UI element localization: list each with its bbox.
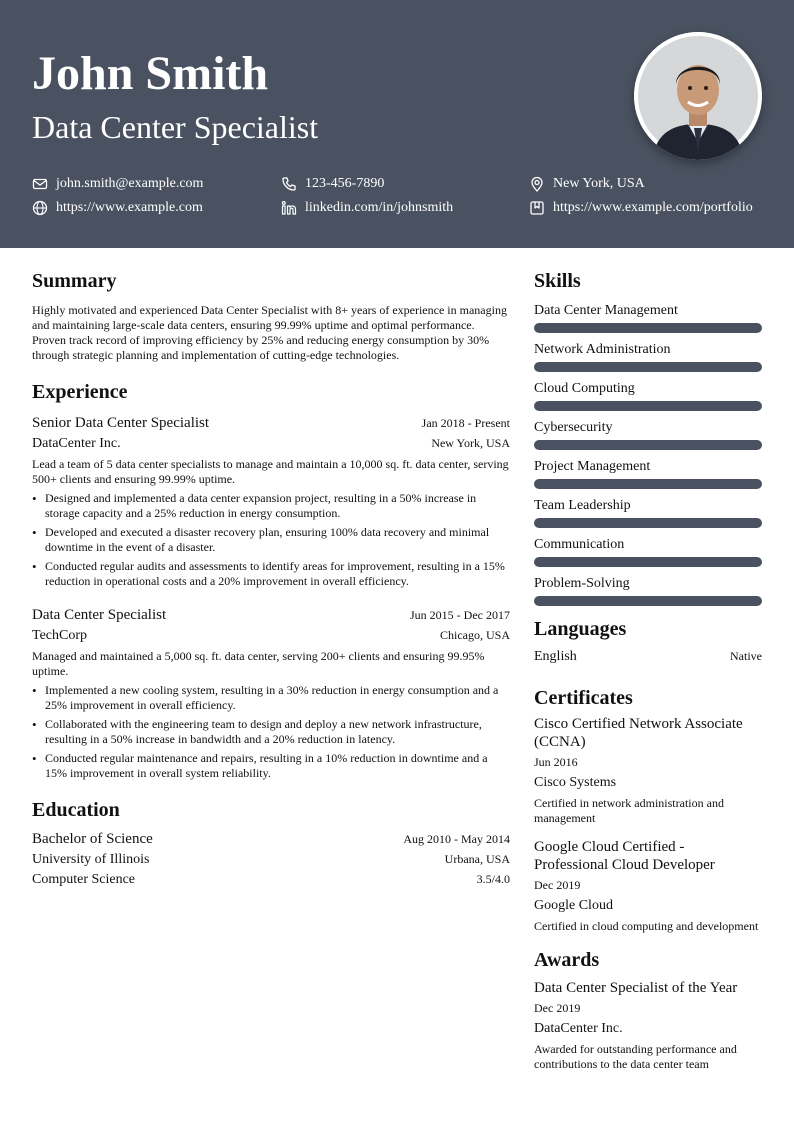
contact-linkedin[interactable] xyxy=(281,199,453,217)
globe-icon xyxy=(32,200,48,216)
linkedin-icon xyxy=(281,200,297,216)
job-entry xyxy=(32,413,510,589)
certificate-issuer: Google Cloud xyxy=(534,898,613,913)
skill-level-bar xyxy=(534,323,762,333)
education-heading: Education xyxy=(32,799,120,821)
job-location: Chicago, USA xyxy=(440,628,510,642)
certificate-issuer: Cisco Systems xyxy=(534,775,617,790)
skill-name: Project Management xyxy=(534,459,651,474)
skill-level-bar xyxy=(534,401,762,411)
job-dates: Jun 2015 - Dec 2017 xyxy=(410,608,510,622)
skill-item xyxy=(534,302,762,333)
list-item: • Designed and implemented a data center expansion project, resulting in a 50% increase in storage capacity and a 25% reduction in energy consumption. xyxy=(32,491,510,521)
skill-name: Communication xyxy=(534,537,625,552)
languages-heading: Languages xyxy=(534,618,627,640)
skill-level-bar xyxy=(534,596,762,606)
list-item: • Conducted regular audits and assessments to identify areas for improvement, resulting in a 15% reduction in operational costs and a 20% improvement in overall efficiency. xyxy=(32,559,510,589)
skill-item xyxy=(534,497,762,528)
job-bullets xyxy=(32,491,510,589)
language-item xyxy=(534,648,762,666)
contact-email-text[interactable]: john.smith@example.com xyxy=(56,176,204,191)
language-name: English xyxy=(534,649,577,664)
skill-level-bar xyxy=(534,518,762,528)
skill-level-bar xyxy=(534,362,762,372)
degree: Bachelor of Science xyxy=(32,831,153,847)
skill-name: Network Administration xyxy=(534,342,671,357)
school-location: Urbana, USA xyxy=(444,852,510,866)
certificate-date: Dec 2019 xyxy=(534,878,581,892)
award-name: Data Center Specialist of the Year xyxy=(534,980,738,996)
list-item: • Collaborated with the engineering team to design and deploy a new network infrastructure, resulting in a 50% increase in bandwidth and a 20% reduction in latency. xyxy=(32,717,510,747)
profile-photo xyxy=(634,32,762,160)
list-item: • Developed and executed a disaster recovery plan, ensuring 100% data recovery and minimal downtime in the event of a disaster. xyxy=(32,525,510,555)
skill-name: Problem-Solving xyxy=(534,576,630,591)
left-column xyxy=(32,268,510,889)
award-date: Dec 2019 xyxy=(534,1001,581,1015)
contact-portfolio[interactable] xyxy=(529,199,753,217)
contact-location xyxy=(529,175,645,193)
summary-text: Highly motivated and experienced Data Center Specialist with 8+ years of experience in managing and maintaining large-scale data centers, ensuring 99.99% uptime and optimal performance. Proven track record of improving efficiency by 25% and reducing energy consumption by 30% through strategic planning and implementation of cutting-edge technologies. xyxy=(32,303,507,362)
location-pin-icon xyxy=(529,176,545,192)
job-title: Senior Data Center Specialist xyxy=(32,415,210,431)
job-entry xyxy=(32,605,510,781)
award-description: Awarded for outstanding performance and contributions to the data center team xyxy=(534,1042,737,1071)
skill-item xyxy=(534,575,762,606)
skills-list xyxy=(534,302,762,606)
skill-level-bar xyxy=(534,440,762,450)
job-location: New York, USA xyxy=(431,436,510,450)
resume-header xyxy=(0,0,794,248)
certificate-name: Google Cloud Certified - Professional Cloud Developer xyxy=(534,839,715,873)
skill-item xyxy=(534,380,762,411)
contact-email[interactable] xyxy=(32,175,203,193)
certificate-description: Certified in network administration and management xyxy=(534,796,724,825)
skill-item xyxy=(534,458,762,489)
summary-heading: Summary xyxy=(32,270,117,292)
job-bullets xyxy=(32,683,510,781)
contact-phone[interactable] xyxy=(281,175,384,193)
list-item: • Implemented a new cooling system, resulting in a 30% reduction in energy consumption and a 25% improvement in overall efficiency. xyxy=(32,683,510,713)
contact-linkedin-text[interactable]: linkedin.com/in/johnsmith xyxy=(305,200,454,215)
job-description: Lead a team of 5 data center specialists to manage and maintain a 10,000 sq. ft. data center, serving 500+ clients and ensuring 99.99% uptime. xyxy=(32,457,509,486)
phone-icon xyxy=(281,176,297,192)
school-name: University of Illinois xyxy=(32,852,150,867)
portfolio-icon xyxy=(529,200,545,216)
candidate-name: John Smith xyxy=(32,47,269,100)
skill-name: Team Leadership xyxy=(534,498,631,513)
mail-icon xyxy=(32,176,48,192)
contact-website[interactable] xyxy=(32,199,203,217)
job-title: Data Center Specialist xyxy=(32,109,319,145)
contact-location-text: New York, USA xyxy=(553,176,645,191)
job-dates: Jan 2018 - Present xyxy=(421,416,510,430)
contact-portfolio-text[interactable]: https://www.example.com/portfolio xyxy=(553,200,753,215)
award-entry xyxy=(534,979,762,1072)
gpa: 3.5/4.0 xyxy=(476,872,510,886)
language-level: Native xyxy=(730,649,762,663)
certificate-description: Certified in cloud computing and development xyxy=(534,919,759,933)
job-title: Data Center Specialist xyxy=(32,607,167,623)
certificate-date: Jun 2016 xyxy=(534,755,578,769)
awards-heading: Awards xyxy=(534,949,600,971)
certificates-heading: Certificates xyxy=(534,687,633,709)
certificate-name: Cisco Certified Network Associate (CCNA) xyxy=(534,716,743,750)
field-of-study: Computer Science xyxy=(32,872,136,887)
skill-item xyxy=(534,341,762,372)
award-issuer: DataCenter Inc. xyxy=(534,1021,623,1036)
skill-item xyxy=(534,419,762,450)
certificate-entry xyxy=(534,715,762,826)
job-company: DataCenter Inc. xyxy=(32,436,121,451)
job-company: TechCorp xyxy=(32,628,88,643)
skill-level-bar xyxy=(534,557,762,567)
experience-heading: Experience xyxy=(32,381,128,403)
contact-phone-text[interactable]: 123-456-7890 xyxy=(305,176,385,191)
contact-website-text[interactable]: https://www.example.com xyxy=(56,200,203,215)
certificate-entry xyxy=(534,838,762,934)
skill-name: Data Center Management xyxy=(534,303,678,318)
list-item: • Conducted regular maintenance and repairs, resulting in a 10% reduction in downtime and a 15% improvement in overall system reliability. xyxy=(32,751,510,781)
skills-heading: Skills xyxy=(534,270,581,292)
skill-name: Cloud Computing xyxy=(534,381,635,396)
skill-item xyxy=(534,536,762,567)
education-dates: Aug 2010 - May 2014 xyxy=(403,832,510,846)
job-description: Managed and maintained a 5,000 sq. ft. data center, serving 200+ clients and ensuring 99.95% uptime. xyxy=(32,649,485,678)
right-column xyxy=(534,268,762,1072)
skill-name: Cybersecurity xyxy=(534,420,613,435)
education-entry xyxy=(32,829,510,889)
skill-level-bar xyxy=(534,479,762,489)
